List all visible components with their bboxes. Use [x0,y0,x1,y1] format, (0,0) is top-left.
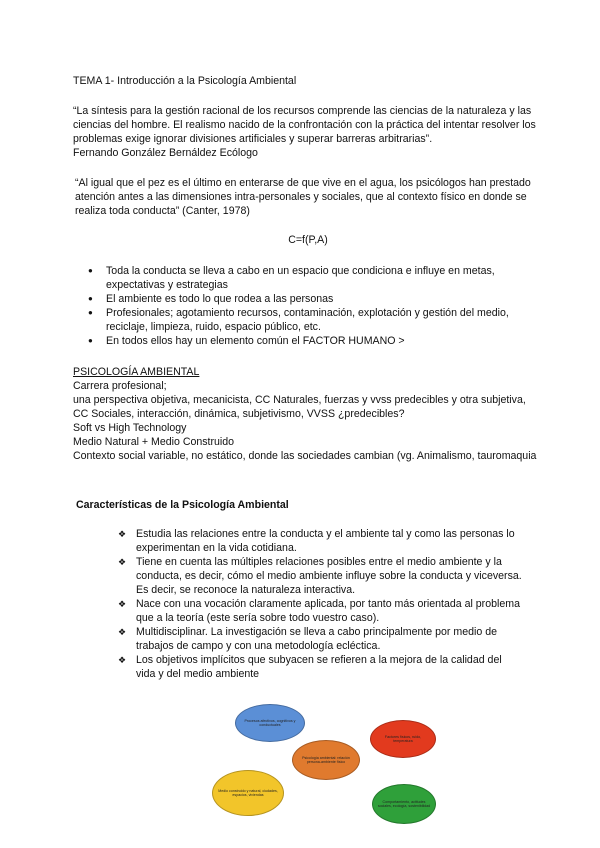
section-heading-caracteristicas: Características de la Psicología Ambiental [76,499,289,511]
diagram-bubble-orange: Psicología ambiental: relación persona-ambiente físico [292,740,360,780]
diagram-bubble-red: Factores físicos, ruido, temperatura [370,720,436,758]
diagram-bubble-yellow: Medio construido y natural, ciudades, espacios, viviendas [212,770,284,816]
characteristic-item: ❖ Nace con una vocación claramente aplicada, por tanto más orientada al problema que a la teoría (este sería sobre todo vuestro caso). [118,597,523,625]
characteristic-item: ❖ Multidisciplinar. La investigación se lleva a cabo principalmente por medio de trabajos de campo y con una metodología ecléctica. [118,625,523,653]
bullet-item: ● En todos ellos hay un elemento común el FACTOR HUMANO > [88,334,528,348]
diagram-bubble-blue: Procesos afectivos, cognitivos y conductuales [235,704,305,742]
formula: C=f(P,A) [288,234,328,246]
section-psicologia-body [73,379,543,463]
characteristic-item: ❖ Los objetivos implícitos que subyacen se refieren a la mejora de la calidad del vida y del medio ambiente [118,653,523,681]
page-title: TEMA 1- Introducción a la Psicología Ambiental [73,75,297,87]
bullet-item: ● Profesionales; agotamiento recursos, contaminación, explotación y gestión del medio, reciclaje, limpieza, ruido, espacio público, etc. [88,306,528,334]
text-line: una perspectiva objetiva, mecanicista, CC Naturales, fuerzas y vvss predecibles y otra subjetiva, CC Sociales, interacción, dinámica, subjetivismo, VVSS ¿predecibles? [73,394,526,420]
characteristic-item: ❖ Estudia las relaciones entre la conducta y el ambiente tal y como las personas lo experimentan en la vida cotidiana. [118,527,523,555]
bullet-item: ● El ambiente es todo lo que rodea a las personas [88,292,528,306]
text-line: Contexto social variable, no estático, donde las sociedades cambian (vg. Animalismo, tauromaquia [73,450,537,462]
quote-gonzalez-author: Fernando González Bernáldez Ecólogo [73,147,258,159]
quote-canter: “Al igual que el pez es el último en enterarse de que vive en el agua, los psicólogos han prestado atención antes a las dimensiones intra-personales y sociales, que al contexto físico en donde se realiza toda conducta” (Canter, 1978) [75,177,531,217]
text-line: Medio Natural + Medio Construido [73,436,235,448]
section-heading-psicologia: PSICOLOGÍA AMBIENTAL [73,366,200,378]
characteristic-item: ❖ Tiene en cuenta las múltiples relaciones posibles entre el medio ambiente y la conducta, es decir, cómo el medio ambiente influye sobre la conducta y viceversa. Es decir, se reconoce la naturaleza interactiva. [118,555,523,597]
concept-diagram [200,696,445,826]
diagram-bubble-green: Comportamiento, actitudes sociales, ecología, sostenibilidad [372,784,436,824]
quote-gonzalez: “La síntesis para la gestión racional de los recursos comprende las ciencias de la naturaleza y las ciencias del hombre. El realismo nacido de la confrontación con la práctica del intentar resolver los problemas exige ignorar divisiones artificiales y superar barreras arbitrarias”. [73,105,536,145]
bullet-item: ● Toda la conducta se lleva a cabo en un espacio que condiciona e influye en metas, expectativas y estrategias [88,264,528,292]
bullet-list [88,264,528,348]
characteristics-list [118,527,523,681]
text-line: Soft vs High Technology [73,422,187,434]
text-line: Carrera profesional; [73,380,167,392]
